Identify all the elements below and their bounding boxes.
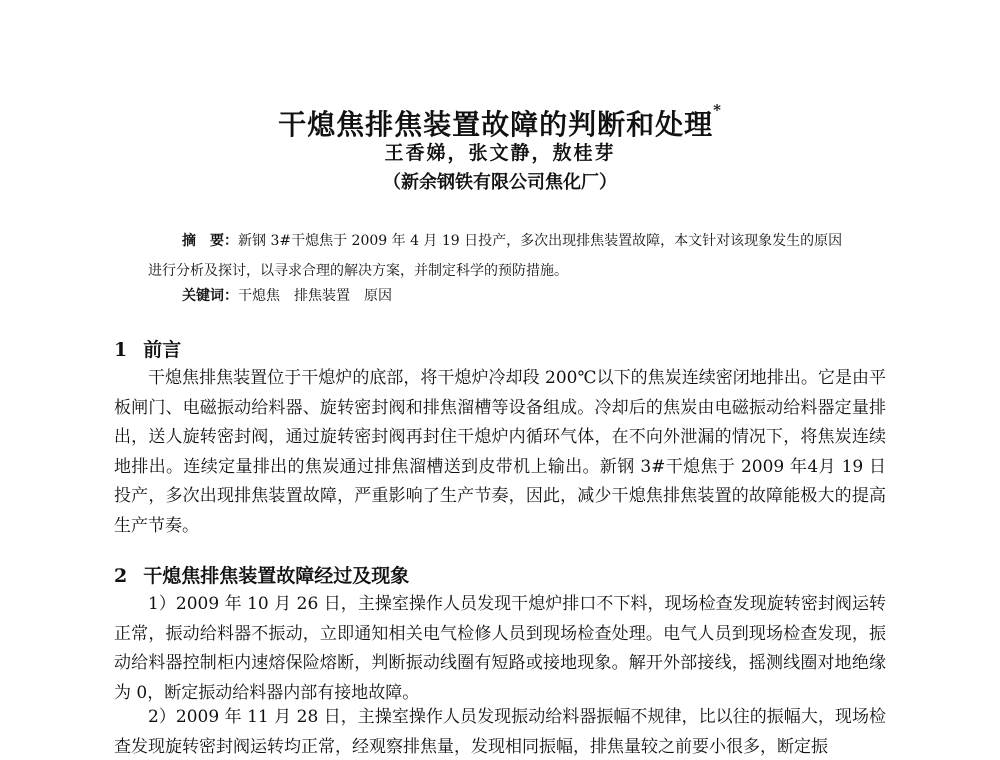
section-1-paragraph: 干熄焦排焦装置位于干熄炉的底部，将干熄炉冷却段 200℃以下的焦炭连续密闭地排出。它是由平板闸门、电磁振动给料器、旋转密封阀和排焦溜槽等设备组成。冷却后的焦炭由电磁振动给料器定量排出，送人旋转密封阀，通过旋转密封阀再封住干熄炉内循环气体，在不向外泄漏的情况下，将焦炭连续地排出。连续定量排出的焦炭通过排焦溜槽送到皮带机上输出。新钢 3#干熄焦于 2009 年4月 19 日投产，多次出现排焦装置故障，严重影响了生产节奏，因此，减少干熄焦排焦装置的故障能极大的提高生产节奏。: [114, 368, 886, 536]
author-list: 王香娣，张文静，敖桂芽: [384, 142, 616, 164]
abstract-text: 新钢 3#干熄焦于 2009 年 4 月 19 日投产，多次出现排焦装置故障，本文针对该现象发生的原因进行分析及探讨，以寻求合理的解决方案，并制定科学的预防措施。: [148, 233, 843, 279]
affiliation: （新余钢铁有限公司焦化厂）: [383, 172, 617, 193]
abstract-label: 摘 要：: [182, 233, 238, 249]
section-2-paragraph-1: 1）2009 年 10 月 26 日，主操室操作人员发现干熄炉排口不下料，现场检查发现旋转密封阀运转正常，振动给料器不振动，立即通知相关电气检修人员到现场检查处理。电气人员到现场检查发现，振动给料器控制柜内速熔保险熔断，判断振动线圈有短路或接地现象。解开外部接线，摇测线圈对地绝缘为 0，断定振动给料器内部有接地故障。: [114, 594, 886, 703]
section-number: 2: [114, 565, 128, 587]
paper-title-text: 干熄焦排焦装置故障的判断和处理: [278, 107, 714, 141]
keywords-label: 关键词：: [182, 288, 238, 304]
keyword-item: 干熄焦: [238, 288, 280, 304]
keywords: [182, 285, 842, 307]
paper-title: [0, 100, 1000, 143]
section-title: 干熄焦排焦装置故障经过及现象: [143, 565, 410, 587]
keyword-item: 排焦装置: [294, 288, 350, 304]
abstract: [148, 226, 848, 286]
section-heading-2: [114, 564, 409, 588]
keyword-item: 原因: [364, 288, 392, 304]
section-number: 1: [114, 339, 128, 361]
section-title: 前言: [143, 339, 182, 361]
section-2-paragraph-2: 2）2009 年 11 月 28 日，主操室操作人员发现振动给料器振幅不规律，比以往的振幅大，现场检查发现旋转密封阀运转均正常，经观察排焦量，发现相同振幅，排焦量较之前要小很多，断定振: [114, 707, 886, 757]
title-footnote-mark: *: [713, 100, 722, 119]
section-heading-1: [114, 338, 181, 362]
